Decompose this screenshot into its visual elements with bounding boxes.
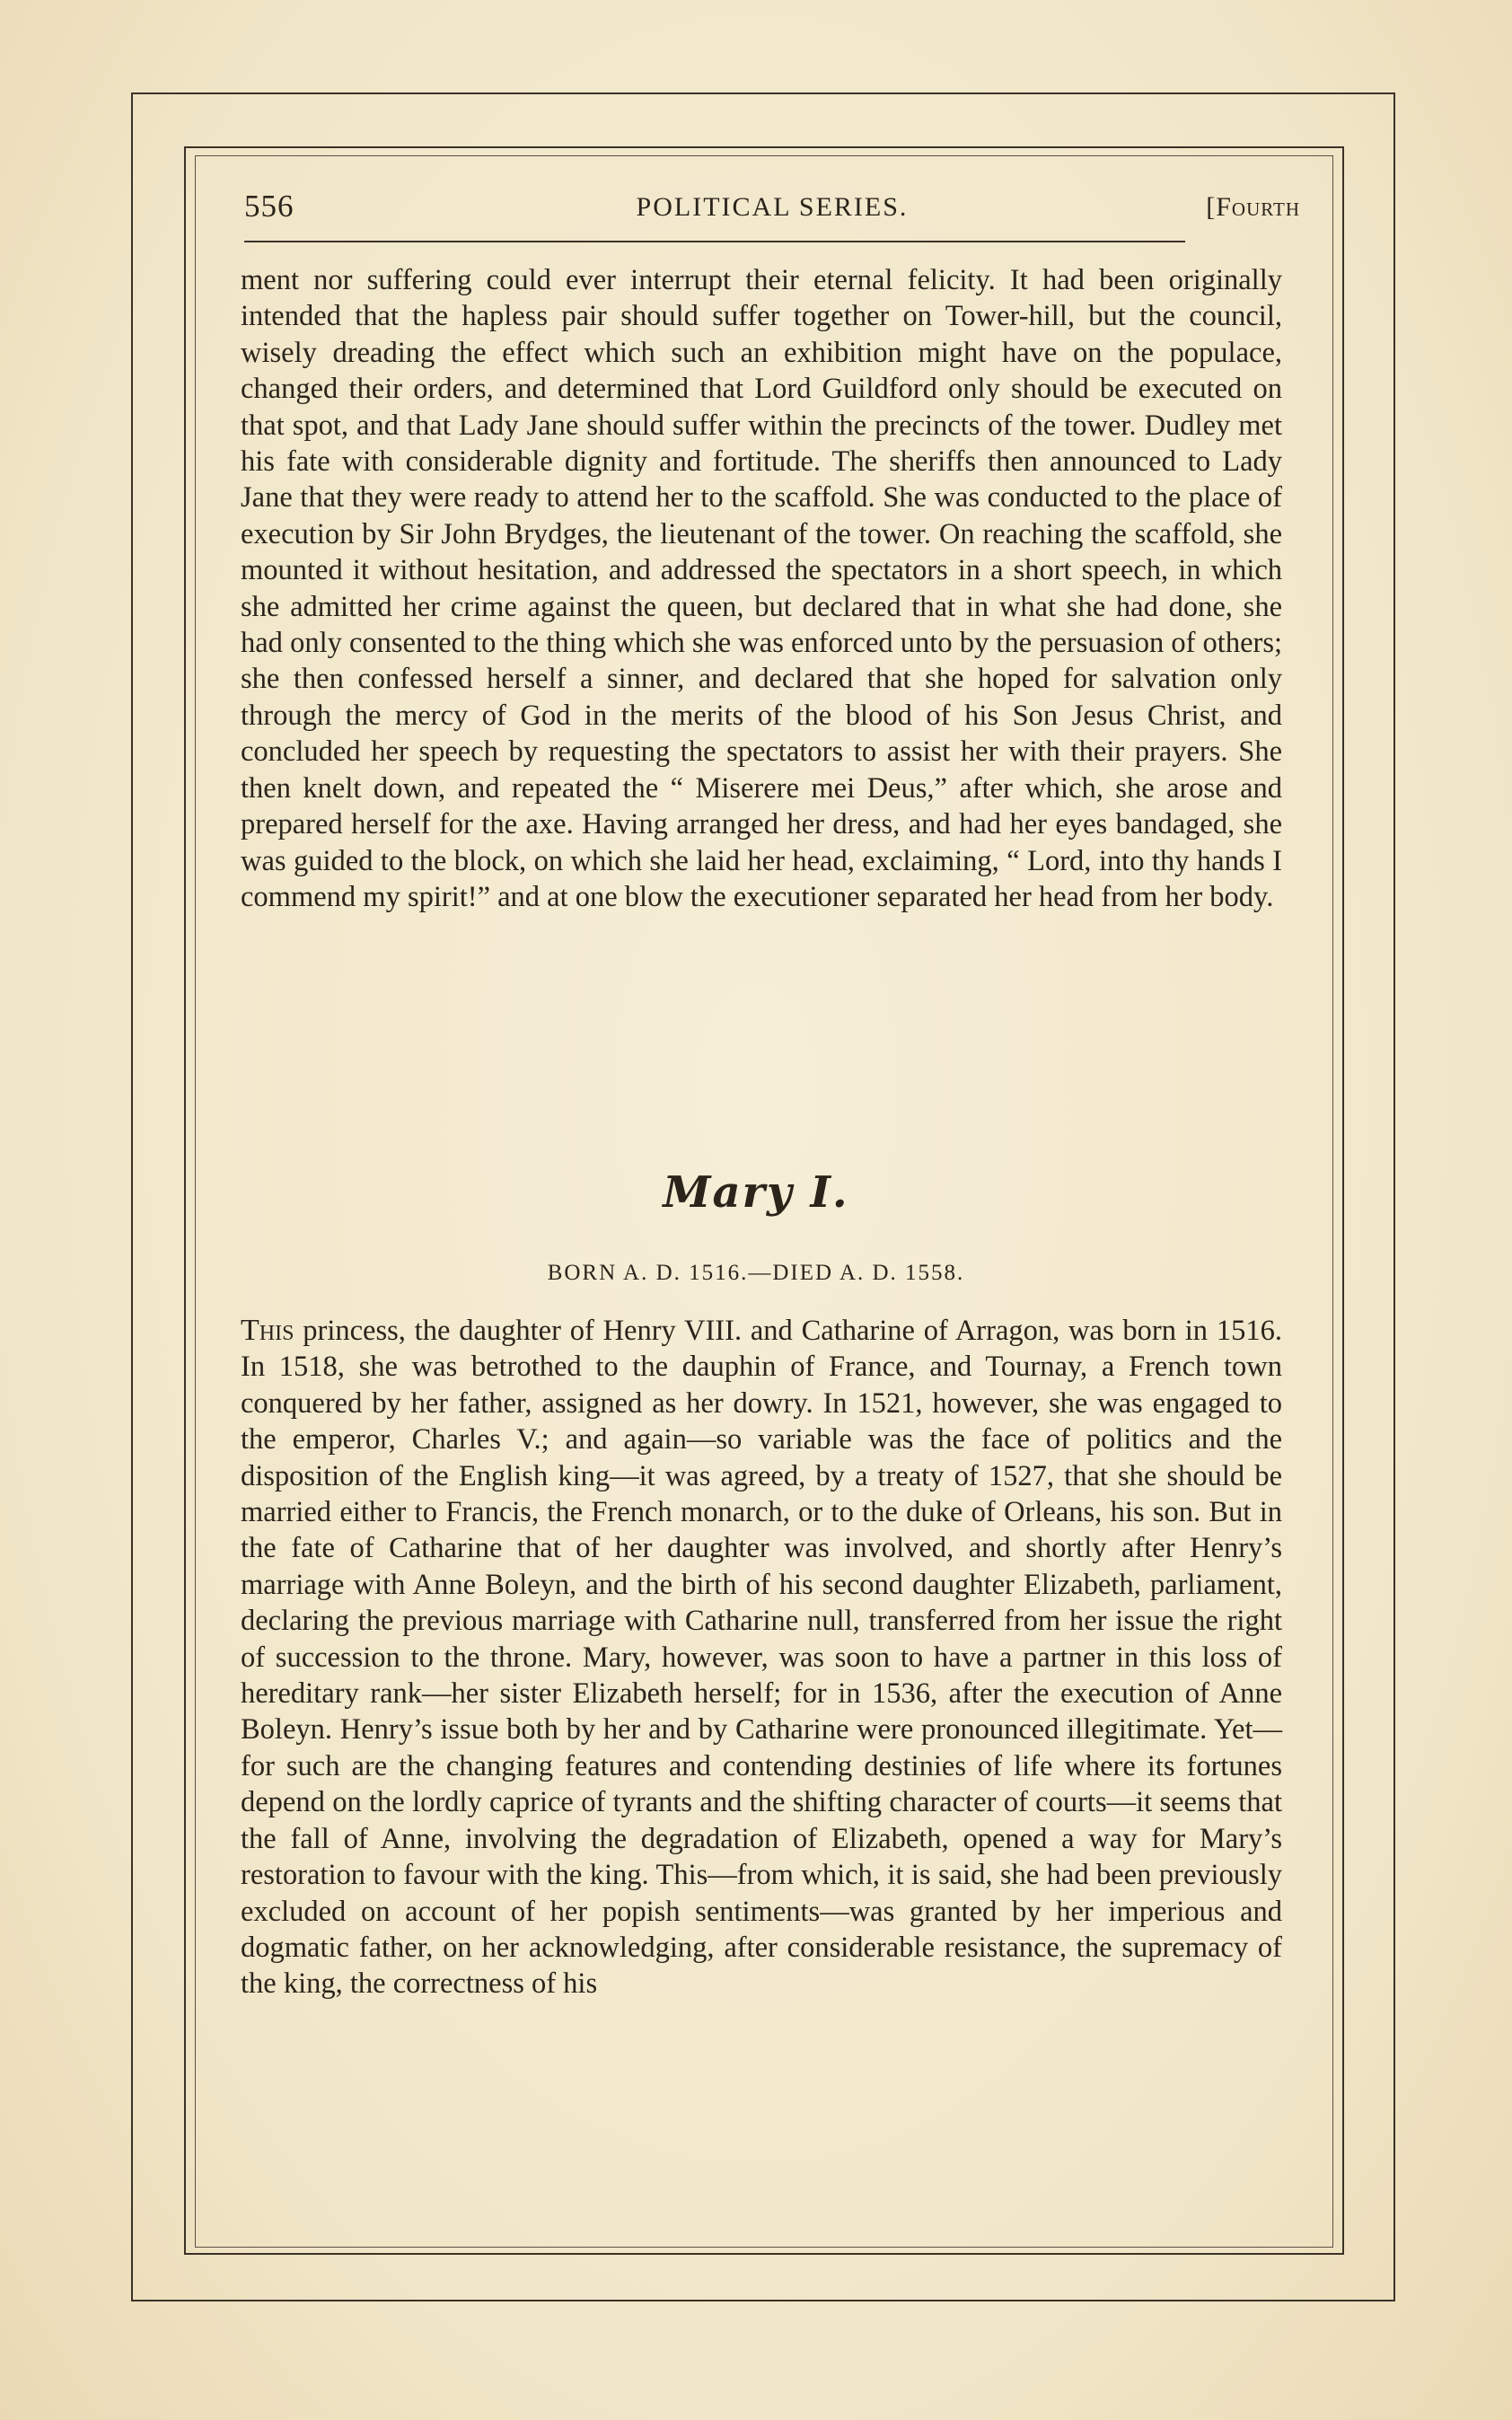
section-heading: Mary I. [663,1167,849,1218]
header-rule [244,241,1185,242]
paragraph-text: princess, the daughter of Henry VIII. and Catharine of Arragon, was born in 1516. In 1518, she was betrothed to the dauphin of France, and Tournay, a French town conquered by her father, assigned as her dowry. In 1521, however, she was engaged to the emperor, Charles V.; and again—so variable was the face of politics and the disposition of the English king—it was agreed, by a treaty of 1527, that she should be married either to Francis, the French monarch, or to the duke of Orleans, his son. But in the fate of Catharine that of her daughter was involved, and shortly after Henry’s marriage with Anne Boleyn, and the birth of his second daughter Elizabeth, parliament, declaring the previous marriage with Catharine null, transferred from her issue the right of succession to the throne. Mary, however, was soon to have a partner in this loss of hereditary rank—her sister Elizabeth herself; for in 1536, after the execution of Anne Boleyn. Henry’s issue both by her and by Catharine were pronounced illegitimate. Yet—for such are the changing features and contending destinies of life where its fortunes depend on the lordly caprice of tyrants and the shifting character of courts—it seems that the fall of Anne, involving the degradation of Elizabeth, opened a way for Mary’s restoration to favour with the king. This—from which, it is said, she had been previously excluded on account of her popish sentiments—was granted by her imperious and dogmatic father, on her acknowledging, after considerable resistance, the supremacy of the king, the correctness of his [241,1315,1282,2001]
paragraph-lead-word: This [241,1314,294,1347]
body-paragraph-1: ment nor suffering could ever interrupt their eternal felicity. It had been originally intended that the hapless pair should suffer together on Tower-hill, but the council, wisely dreading the effect which such an exhibition might have on the populace, changed their orders, and determined that Lord Guildford only should be executed on that spot, and that Lady Jane should suffer within the precincts of the tower. Dudley met his fate with considerable dignity and fortitude. The sheriffs then announced to Lady Jane that they were ready to attend her to the scaffold. She was conducted to the place of execution by Sir John Brydges, the lieutenant of the tower. On reaching the scaffold, she mounted it without hesitation, and addressed the spectators in a short speech, in which she admitted her crime against the queen, but declared that in what she had done, she had only consented to the thing which she was enforced unto by the persuasion of others; she then confessed herself a sinner, and declared that she hoped for salvation only through the mercy of God in the merits of the blood of his Son Jesus Christ, and concluded her speech by requesting the spectators to assist her with their prayers. She then knelt down, and repeated the “ Miserere mei Deus,” after which, she arose and prepared herself for the axe. Having arranged her dress, and had her eyes bandaged, she was guided to the block, on which she laid her head, exclaiming, “ Lord, into thy hands I commend my spirit!” and at one blow the executioner separated her head from her body. [241,264,1282,913]
section-dates: BORN A. D. 1516.—DIED A. D. 1558. [547,1261,965,1285]
body-paragraph-2 [241,1313,1282,2002]
page-number: 556 [244,189,294,224]
page-header [244,189,1300,233]
running-title: POLITICAL SERIES. [636,192,909,222]
section-mark: [Fourth [1206,192,1300,222]
